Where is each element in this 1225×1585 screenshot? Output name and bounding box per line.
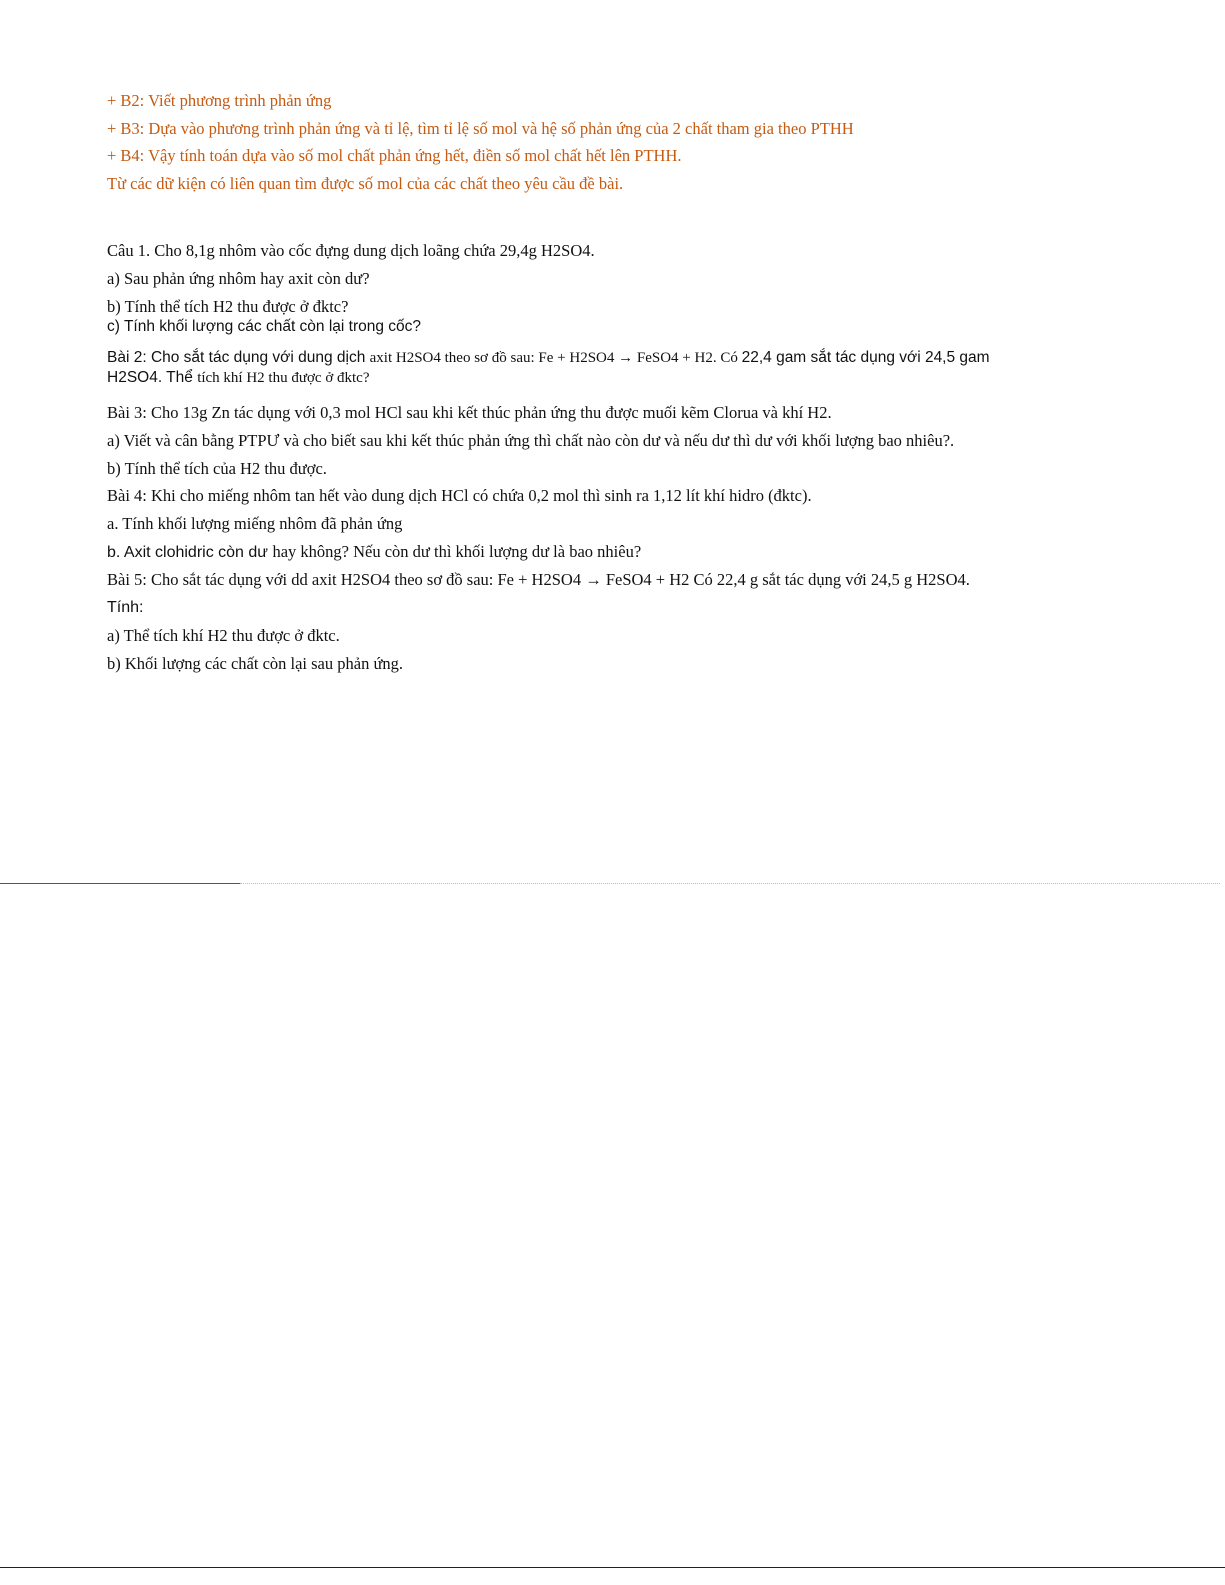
step-b3: + B3: Dựa vào phương trình phản ứng và tỉ lệ, tìm tỉ lệ số mol và hệ số phản ứng của 2 chất tham gia theo PTHH [107,119,854,138]
bai2-line1 [107,347,990,368]
bai2-part3: 22,4 gam sắt tác dụng với 24,5 gam [741,349,990,366]
bai5-tinh: Tính: [107,599,144,616]
bai4-b-part2: hay không? Nếu còn dư thì khối lượng dư là bao nhiêu? [272,542,642,561]
page-divider [0,883,240,884]
cau1-prompt: Câu 1. Cho 8,1g nhôm vào cốc đựng dung dịch loãng chứa 29,4g H2SO4. [107,241,595,260]
bai5-a: a) Thể tích khí H2 thu được ở đktc. [107,626,340,645]
cau1-b: b) Tính thể tích H2 thu được ở đktc? [107,297,349,316]
bai2-line2 [107,367,369,388]
page-divider-faint [240,883,1220,884]
bai4-a: a. Tính khối lượng miếng nhôm đã phản ứng [107,514,403,533]
bai5-b: b) Khối lượng các chất còn lại sau phản ứng. [107,654,404,673]
step-b4: + B4: Vậy tính toán dựa vào số mol chất phản ứng hết, điền số mol chất hết lên PTHH. [107,146,682,165]
bai2-line2b: tích khí H2 thu được ở đktc? [197,370,370,386]
bai2-line2a: H2SO4. Thể [107,369,198,386]
cau1-c: c) Tính khối lượng các chất còn lại trong cốc? [107,318,422,335]
bai2-part1: Bài 2: Cho sắt tác dụng với dung dịch [107,349,370,366]
step-b2: + B2: Viết phương trình phản ứng [107,91,332,110]
bai3-b: b) Tính thể tích của H2 thu được. [107,459,327,478]
step-conclusion: Từ các dữ kiện có liên quan tìm được số mol của các chất theo yêu cầu đề bài. [107,174,624,193]
bai2-part2: axit H2SO4 theo sơ đồ sau: Fe + H2SO4 → FeSO4 + H2. Có [369,350,742,366]
cau1-a: a) Sau phản ứng nhôm hay axit còn dư? [107,269,370,288]
bai4-b [107,542,641,563]
bai4-b-part1: b. Axit clohidric còn dư [107,544,273,561]
bai4-prompt: Bài 4: Khi cho miếng nhôm tan hết vào dung dịch HCl có chứa 0,2 mol thì sinh ra 1,12 lít khí hidro (đktc). [107,486,812,505]
bai3-a: a) Viết và cân bằng PTPƯ và cho biết sau khi kết thúc phản ứng thì chất nào còn dư và nếu dư thì dư với khối lượng bao nhiêu?. [107,431,955,450]
bai3-prompt: Bài 3: Cho 13g Zn tác dụng với 0,3 mol HCl sau khi kết thúc phản ứng thu được muối kẽm Clorua và khí H2. [107,403,832,422]
bottom-rule [0,1567,1225,1568]
bai5-prompt: Bài 5: Cho sắt tác dụng với dd axit H2SO4 theo sơ đồ sau: Fe + H2SO4 → FeSO4 + H2 Có 22,4 g sắt tác dụng với 24,5 g H2SO4. [107,570,970,589]
